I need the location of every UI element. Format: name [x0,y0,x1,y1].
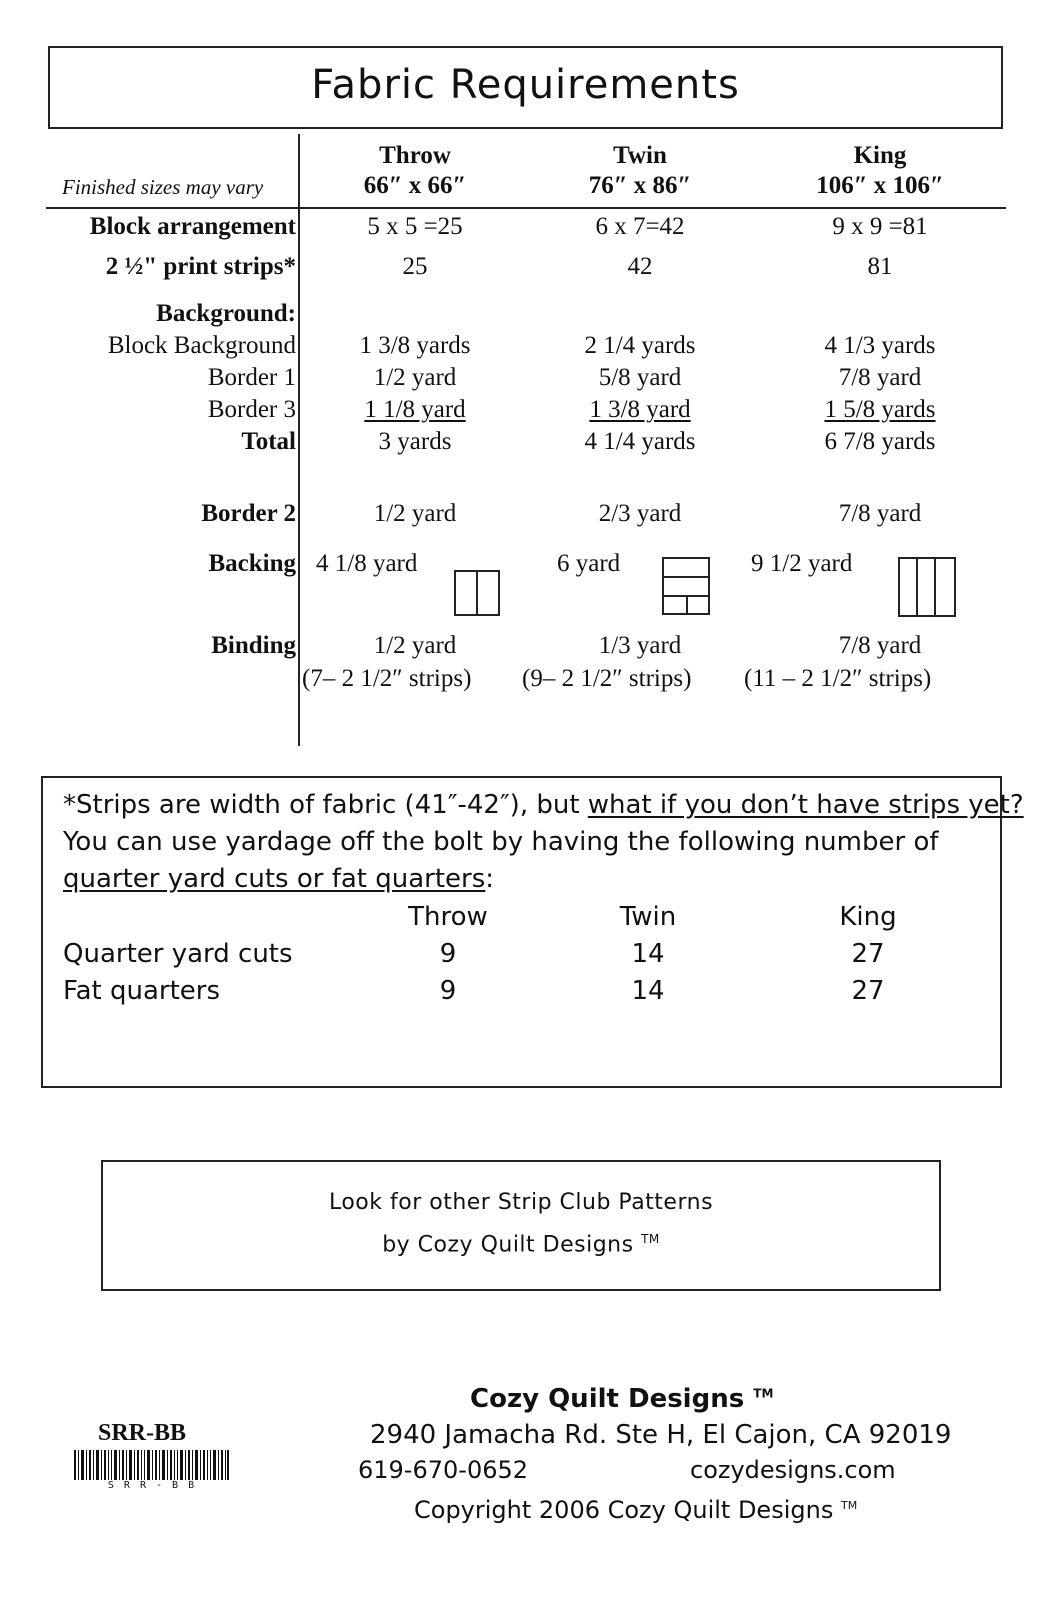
column-header-twin: Twin [613,142,667,169]
row-label-border-1: Border 1 [207,364,296,391]
cell-value: 2/3 yard [598,500,682,527]
cell-value: 9 1/2 yard [751,550,853,577]
cell-value: 1 3/8 yard [589,396,691,423]
sku-label: SRR-BB [98,1420,187,1446]
cell-value: 1 1/8 yard [364,396,466,423]
cell-value: 25 [402,253,428,280]
cell-value: 1 3/8 yards [359,332,471,359]
note-value: 9 [439,939,457,969]
note-line-1: *Strips are width of fabric (41″-42″), but what if you don’t have strips yet? [63,790,1024,820]
look-for-line-1: Look for other Strip Club Patterns [328,1190,714,1215]
note-value: 14 [631,939,665,969]
row-label-block-background: Block Background [107,332,296,359]
row-label-backing: Backing [208,550,296,577]
title-box [48,46,1003,129]
column-header-throw: Throw [379,142,451,169]
row-label-print-strips: 2 ½" print strips* [105,253,296,280]
column-size-king: 106″ x 106″ [816,172,944,199]
note-value: 9 [439,976,457,1006]
note-row-label-fat-quarters: Fat quarters [63,976,220,1006]
column-header-king: King [853,142,907,169]
look-for-line-2: by Cozy Quilt Designs ™ [382,1232,660,1258]
footer-company: Cozy Quilt Designs ™ [470,1384,774,1414]
backing-diagram-throw [454,570,500,616]
row-label-binding: Binding [211,632,296,659]
cell-value: 6 yard [557,550,621,577]
footer-phone: 619-670-0652 [358,1456,529,1484]
note-value: 27 [851,939,885,969]
note-value: 14 [631,976,665,1006]
cell-value: 4 1/3 yards [824,332,936,359]
cell-value: 1/2 yard [373,364,457,391]
page-title: Fabric Requirements [311,62,740,108]
cell-value: 81 [867,253,893,280]
cell-value: 7/8 yard [838,500,922,527]
note-header-throw: Throw [408,902,488,932]
column-size-twin: 76″ x 86″ [588,172,692,199]
cell-value: 1 5/8 yards [824,396,936,423]
binding-strips-throw: (7– 2 1/2″ strips) [302,665,472,692]
table-header-divider [46,207,1006,209]
trademark-mark: TM [840,1499,858,1512]
cell-value: 1/2 yard [373,632,457,659]
barcode-icon [74,1450,230,1494]
note-row-label-quarter-yard: Quarter yard cuts [63,939,293,969]
cell-value: 6 7/8 yards [824,428,936,455]
cell-value: 1/2 yard [373,500,457,527]
note-header-king: King [839,902,897,932]
cell-value: 42 [627,253,653,280]
footer-address: 2940 Jamacha Rd. Ste H, El Cajon, CA 92019 [370,1420,952,1450]
cell-value: 4 1/8 yard [316,550,418,577]
note-line-3: quarter yard cuts or fat quarters: [63,864,495,894]
cell-value: 5/8 yard [598,364,682,391]
cell-value: 7/8 yard [838,632,922,659]
column-size-throw: 66″ x 66″ [363,172,467,199]
sizes-note: Finished sizes may vary [62,175,264,199]
cell-value: 9 x 9 =81 [832,213,928,240]
trademark-mark: TM [753,1386,774,1401]
row-label-border-3: Border 3 [207,396,296,423]
strips-note-box [41,776,1024,1088]
cell-value: 3 yards [378,428,452,455]
binding-strips-twin: (9– 2 1/2″ strips) [522,665,692,692]
note-line-2: You can use yardage off the bolt by having the following number of [63,827,939,857]
cell-value: 7/8 yard [838,364,922,391]
cell-value: 4 1/4 yards [584,428,696,455]
row-label-border-2: Border 2 [201,500,296,527]
note-value: 27 [851,976,885,1006]
binding-strips-king: (11 – 2 1/2″ strips) [744,665,932,692]
backing-diagram-king [898,557,956,617]
barcode-text: S R R - B B [107,1480,197,1491]
footer-copyright: Copyright 2006 Cozy Quilt Designs ™ [414,1496,858,1524]
backing-diagram-twin [662,557,710,615]
note-header-twin: Twin [619,902,677,932]
row-label-total: Total [241,428,296,455]
cell-value: 1/3 yard [598,632,682,659]
row-label-background: Background: [156,300,296,327]
table-vertical-divider [298,134,300,746]
cell-value: 5 x 5 =25 [367,213,463,240]
row-label-block-arrangement: Block arrangement [89,213,296,240]
barcode-bars [74,1450,230,1480]
footer-website[interactable]: cozydesigns.com [690,1456,896,1484]
cell-value: 6 x 7=42 [595,213,685,240]
trademark-mark: TM [641,1232,660,1246]
note-question: what if you don’t have strips yet? [587,790,1024,820]
cell-value: 2 1/4 yards [584,332,696,359]
look-for-box [101,1160,941,1291]
